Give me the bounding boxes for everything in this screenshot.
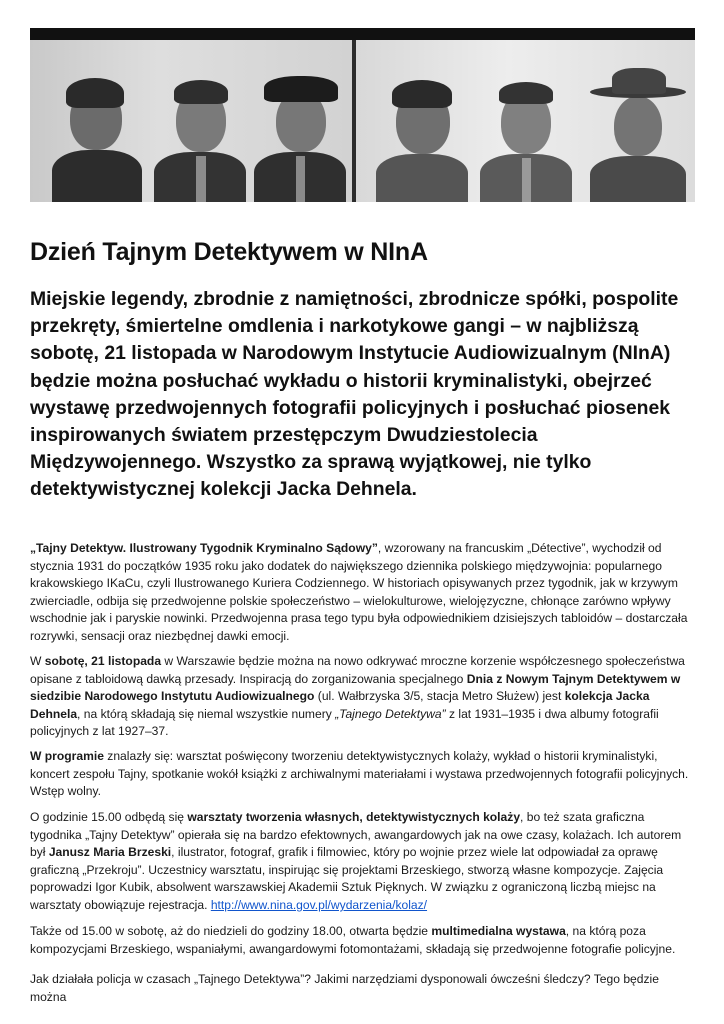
- paragraph-text: Także od 15.00 w sobotę, aż do niedzieli do godziny 18.00, otwarta będzie: [30, 924, 432, 938]
- program-label: W programie: [30, 749, 104, 763]
- paragraph-text: W: [30, 654, 45, 668]
- header-photo-mugshots: [30, 28, 695, 202]
- paragraph-text: (ul. Wałbrzyska 3/5, stacja Metro Służew) jest: [314, 689, 565, 704]
- paragraph-police-history: Jak działała policja w czasach „Tajnego Detektywa”? Jakimi narzędziami dysponowali ówcześni śledczy? Tego będzie można: [30, 972, 659, 1004]
- paragraph-program: [30, 748, 698, 801]
- paragraph-workshops: [30, 809, 698, 915]
- paragraph-text: , na którą poza kompozycjami Brzeskiego, wspaniałymi, awangardowymi fotomontażami, składają się przedwojenne fotografie policyjne.: [30, 924, 676, 956]
- paragraph-text: , ilustrator, fotograf, grafik i filmowiec, który po wojnie przez wiele lat odpowiadał za oprawę graficzną „Przekroju”. Uczestnicy warsztatu, inspirując się projektami Brzeskiego, stworzą własne kompozycje. Zajęcia poprowadzi Igor Kubik, absolwent warszawskiej Akademii Sztuk Pięknych. W związku z ograniczoną liczbą miejsc na warsztaty obowiązuje rejestracja.: [30, 845, 664, 912]
- mugshot-2: [150, 40, 250, 202]
- paragraph-text: z lat 1931–1935 i dwa albumy fotografii policyjnych z lat 1927–37.: [30, 706, 659, 739]
- photo-top-frame: [30, 28, 695, 40]
- paragraph-text: O godzinie 15.00 odbędą się: [30, 810, 188, 824]
- collection-name: kolekcja Jacka Dehnela: [30, 689, 650, 721]
- event-name: Dnia z Nowym Tajnym Detektywem w siedzibie Narodowego Instytutu Audiowizualnego: [30, 671, 681, 704]
- magazine-title: „Tajny Detektyw. Ilustrowany Tygodnik Kryminalno Sądowy”: [30, 541, 378, 555]
- paragraph-magazine-history: [30, 540, 698, 646]
- mugshot-panel-right: [356, 40, 695, 202]
- paragraph-text: , na którą składają się niemal wszystkie numery: [77, 706, 336, 721]
- exhibition-name: multimedialna wystawa: [431, 924, 566, 938]
- paragraph-text: w Warszawie będzie można na nowo odkrywać mroczne korzenie współczesnego społeczeństwa opisane z tabloidową dawką przesady. Inspiracją do zorganizowania specjalnego: [30, 654, 685, 686]
- mugshot-3: [250, 40, 350, 202]
- paragraph-text: , bo też szata graficzna tygodnika „Tajny Detektyw” opierała się na bardzo efektownych, awangardowych jak na owe czasy, kolażach. Ich autorem był: [30, 810, 682, 860]
- magazine-name-italic: „Tajnego Detektywa”: [335, 706, 446, 721]
- paragraph-event-info: [30, 653, 698, 741]
- author-name: Janusz Maria Brzeski: [48, 845, 172, 860]
- lead-paragraph: Miejskie legendy, zbrodnie z namiętności, zbrodnicze spółki, pospolite przekręty, śmiertelne omdlenia i narkotykowe gangi – w najbliższą sobotę, 21 listopada w Narodowym Instytucie Audiowizualnym (NInA) będzie można posłuchać wykładu o historii kryminalistyki, obejrzeć wystawę przedwojennych fotografii policyjnych i posłuchać piosenek inspirowanych światem przestępczym Dwudziestolecia Międzywojennego. Wszystko za sprawą wyjątkowej, nie tylko detektywistycznej kolekcji Jacka Dehnela.: [30, 288, 679, 501]
- mugshot-5: [476, 40, 576, 202]
- mugshot-4: [370, 40, 470, 202]
- paragraph-exhibition: [30, 923, 698, 958]
- paragraph-text: , wzorowany na francuskim „Détective”, wychodził od stycznia 1931 do początków 1935 roku jako dodatek do największego dziennika polskiego międzywojnia: popularnego krakowskiego IKaCu, czyli Ilustrowanego Kuriera Codziennego. W historiach opisywanych przez tygodnik, jak w krzywym zwierciadle, odbija się przedwojenne polskie społeczeństwo – wielokulturowe, wielojęzyczne, chłonące zarówno wpływy wschodnie jak i paryskie nowinki. Przedwojenna prasa tego typu była odpowiednikiem dzisiejszych tabloidów – dostarczała rozrywki, sensacji oraz niezbędnej dawki emocji.: [30, 541, 688, 643]
- event-date: sobotę, 21 listopada: [44, 654, 162, 668]
- workshop-name: warsztaty tworzenia własnych, detektywistycznych kolaży: [187, 810, 521, 824]
- registration-link[interactable]: http://www.nina.gov.pl/wydarzenia/kolaz/: [210, 897, 428, 912]
- page-title: Dzień Tajnym Detektywem w NInA: [30, 238, 428, 266]
- paragraph-text: znalazły się: warsztat poświęcony tworzeniu detektywistycznych kolaży, wykład o historii kryminalistyki, koncert zespołu Tajny, spotkanie wokół książki z archiwalnymi materiałami i wystawa przedwojennych fotografii policyjnych. Wstęp wolny.: [30, 749, 689, 799]
- mugshot-panel-left: [30, 40, 352, 202]
- mugshot-1: [52, 40, 142, 202]
- mugshot-6: [582, 40, 692, 202]
